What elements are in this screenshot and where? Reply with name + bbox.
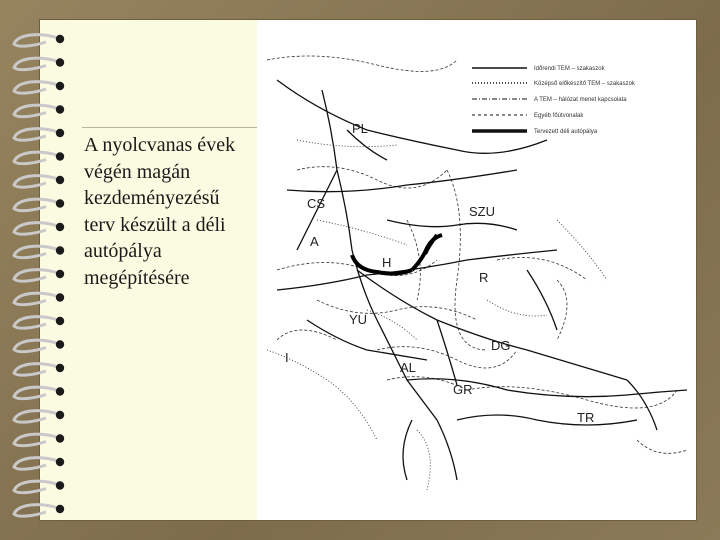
legend-label-5: Tervezett déli autópálya: [534, 129, 598, 135]
label-tr: TR: [577, 410, 595, 425]
label-r: R: [479, 270, 489, 285]
secondary-roads: [267, 140, 607, 490]
binding-hole: [56, 199, 64, 207]
binding-ring: [14, 481, 58, 493]
label-h: H: [382, 255, 392, 270]
spiral-binding: [0, 20, 72, 520]
binding-ring: [14, 340, 58, 352]
label-yu: YU: [349, 312, 368, 327]
binding-ring: [14, 35, 58, 47]
label-i: I: [285, 350, 289, 365]
label-cs: CS: [307, 196, 326, 211]
binding-hole: [56, 58, 64, 66]
binding-hole: [56, 411, 64, 419]
binding-hole: [56, 293, 64, 301]
binding-ring: [14, 411, 58, 423]
binding-ring: [14, 317, 58, 329]
binding-hole: [56, 340, 64, 348]
binding-ring: [14, 105, 58, 117]
binding-hole: [56, 105, 64, 113]
map-drawing: [257, 20, 696, 520]
label-al: AL: [400, 360, 416, 375]
binding-hole: [56, 481, 64, 489]
slide-body-text: A nyolcvanas évek végén magán kezdeményezésű terv készült a déli autópálya megépítésére: [84, 134, 236, 289]
binding-ring: [14, 82, 58, 94]
binding-hole: [56, 317, 64, 325]
binding-hole: [56, 246, 64, 254]
label-gr: GR: [453, 382, 473, 397]
legend-label-2: Középső előkészítő TEM – szakaszok: [534, 81, 635, 87]
binding-hole: [56, 434, 64, 442]
legend-label-4: Egyéb főútvonalak: [534, 113, 584, 119]
label-pl: PL: [352, 121, 368, 136]
binding-hole: [56, 223, 64, 231]
binding-ring: [14, 176, 58, 188]
binding-hole: [56, 129, 64, 137]
binding-ring: [14, 387, 58, 399]
title-divider: [82, 127, 258, 128]
binding-ring: [14, 293, 58, 305]
binding-hole: [56, 505, 64, 513]
binding-ring: [14, 434, 58, 446]
binding-hole: [56, 82, 64, 90]
binding-ring: [14, 199, 58, 211]
binding-hole: [56, 270, 64, 278]
label-a: A: [310, 234, 319, 249]
binding-ring: [14, 364, 58, 376]
binding-ring: [14, 223, 58, 235]
road-network-map: [257, 20, 696, 520]
binding-hole: [56, 458, 64, 466]
binding-hole: [56, 387, 64, 395]
binding-hole: [56, 152, 64, 160]
label-szu: SZU: [469, 204, 495, 219]
binding-ring: [14, 458, 58, 470]
binding-hole: [56, 364, 64, 372]
country-borders: [267, 56, 687, 453]
binding-ring: [14, 246, 58, 258]
binding-hole: [56, 176, 64, 184]
binding-ring: [14, 58, 58, 70]
label-dg: DG: [491, 338, 511, 353]
binding-ring: [14, 152, 58, 164]
binding-ring: [14, 129, 58, 141]
planned-southern-motorway: [352, 235, 442, 274]
binding-ring: [14, 505, 58, 517]
legend-label-1: Időrendi TEM – szakaszok: [534, 66, 605, 72]
legend-label-3: A TEM – hálózat menet kapcsolata: [534, 97, 627, 103]
map-legend: [472, 66, 636, 135]
binding-ring: [14, 270, 58, 282]
binding-hole: [56, 35, 64, 43]
